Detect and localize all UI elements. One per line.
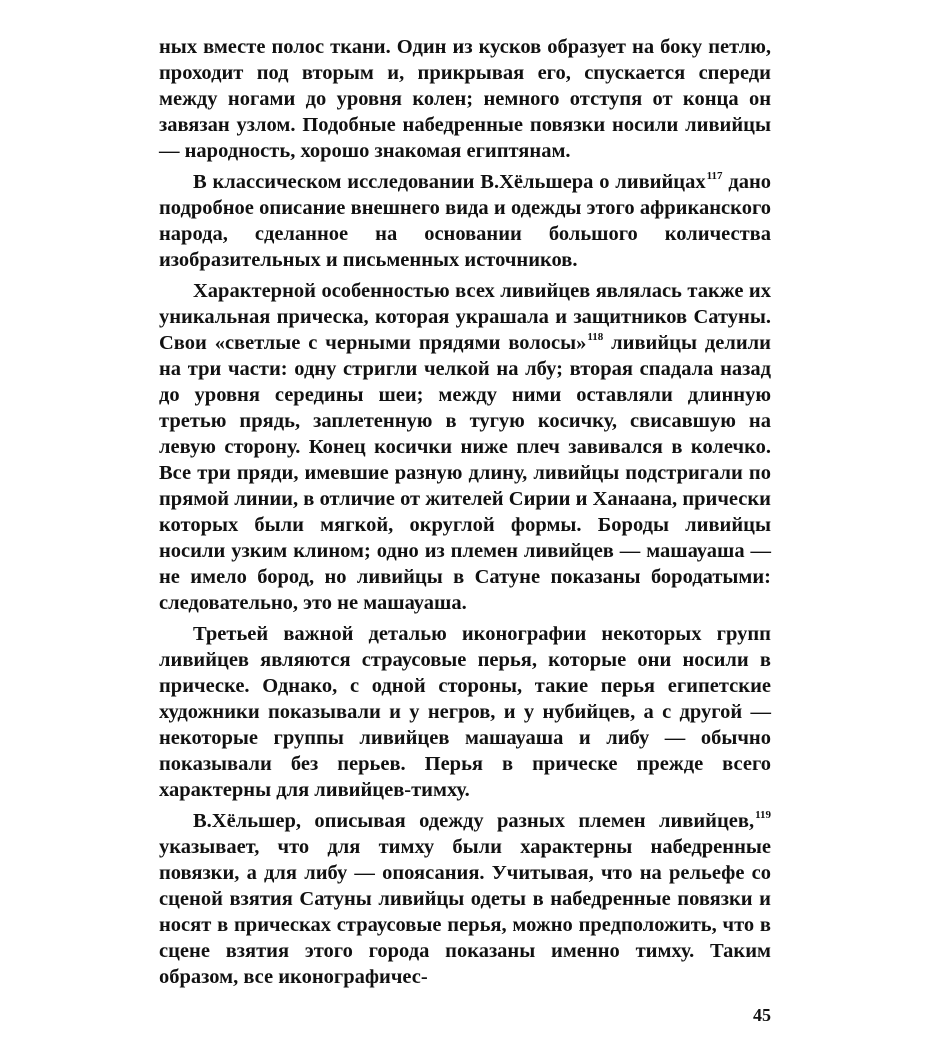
paragraph-3 [159, 278, 771, 616]
paragraph-2-text-a: В классическом исследовании В.Хёльшера о ливийцах [193, 171, 706, 193]
footnote-ref-117: 117 [706, 170, 723, 182]
paragraph-3-text-b: ливийцы делили на три части: одну стригли челкой на лбу; вторая спадала назад до уровня середины шеи; между ними оставляли длинную третью прядь, заплетенную в тугую косичку, свисавшую на левую сторону. Конец косички ниже плеч завивался в колечко. Все три пряди, имевшие разную длину, ливийцы подстригали по прямой линии, в отличие от жителей Сирии и Ханаана, прически которых были мягкой, округлой формы. Бороды ливийцы носили узким клином; одно из племен ливийцев — машауаша — не имело бород, но ливийцы в Сатуне показаны бородатыми: следовательно, это не машауаша. [159, 332, 771, 614]
paragraph-3-text-a: Характерной особенностью всех ливийцев являлась также их уникальная прическа, которая украшала и защитников Сатуны. Свои «светлые с черными прядями волосы» [159, 280, 771, 354]
footnote-ref-118: 118 [587, 331, 604, 343]
footnote-ref-119: 119 [755, 809, 771, 821]
paragraph-4 [159, 621, 771, 803]
paragraph-5 [159, 808, 771, 990]
paragraph-2 [159, 169, 771, 273]
paragraph-5-text-b: указывает, что для тимху были характерны набедренные повязки, а для либу — опоясания. Учитывая, что на рельефе со сценой взятия Сатуны ливийцы одеты в набедренные повязки и носят в прическах страусовые перья, можно предположить, что в сцене взятия этого города показаны именно тимху. Таким образом, все иконографичес- [159, 836, 771, 988]
paragraph-2-text-b: дано подробное описание внешнего вида и одежды этого африканского народа, сделанное на основании большого количества изобразительных и письменных источников. [159, 171, 771, 271]
paragraph-1 [159, 34, 771, 164]
paragraph-5-text-a: В.Хёльшер, описывая одежду разных племен ливийцев, [193, 810, 755, 832]
page-number: 45 [753, 1005, 771, 1025]
paragraph-4-text: Третьей важной деталью иконографии некоторых групп ливийцев являются страусовые перья, которые они носили в прическе. Однако, с одной стороны, такие перья египетские художники показывали и у негров, и у нубийцев, а с другой — некоторые группы ливийцев машауаша и либу — обычно показывали без перьев. Перья в прическе прежде всего характерны для ливийцев-тимху. [159, 623, 771, 801]
page-text-block [159, 34, 771, 1025]
paragraph-1-text: ных вместе полос ткани. Один из кусков образует на боку петлю, проходит под вторым и, прикрывая его, спускается спереди между ногами до уровня колен; немного отступя от конца он завязан узлом. Подобные набедренные повязки носили ливийцы — народность, хорошо знакомая египтянам. [159, 36, 771, 162]
